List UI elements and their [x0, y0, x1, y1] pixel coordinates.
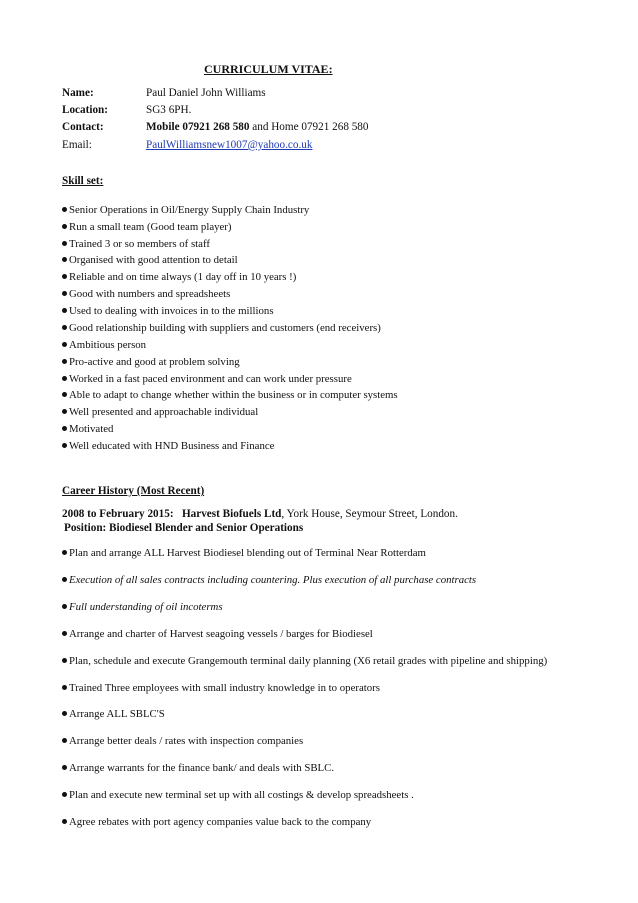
duty-text: Arrange better deals / rates with inspection companies — [69, 735, 304, 747]
bullet-icon — [62, 792, 67, 797]
duty-text: Arrange warrants for the finance bank/ and deals with SBLC. — [69, 762, 335, 774]
bullet-icon — [62, 241, 67, 246]
bullet-icon — [62, 765, 67, 770]
contact-value — [146, 120, 369, 134]
bullet-icon — [62, 392, 67, 397]
duty-text: Plan, schedule and execute Grangemouth terminal daily planning (X6 retail grades with pipeline and shipping) — [69, 655, 548, 667]
bullet-icon — [62, 325, 67, 330]
email-label: Email: — [62, 139, 92, 151]
list-item — [62, 707, 165, 721]
duty-text: Full understanding of oil incoterms — [69, 601, 223, 613]
contact-home: and Home 07921 268 580 — [252, 121, 369, 133]
bullet-icon — [62, 631, 67, 636]
list-item — [62, 321, 381, 335]
skill-text: Used to dealing with invoices in to the millions — [69, 305, 274, 317]
skill-text: Run a small team (Good team player) — [69, 221, 232, 233]
list-item — [62, 287, 230, 301]
list-item — [62, 388, 398, 402]
bullet-icon — [62, 257, 67, 262]
list-item — [62, 546, 426, 560]
bullet-icon — [62, 443, 67, 448]
location-value: SG3 6PH. — [146, 104, 192, 116]
list-item — [62, 815, 371, 829]
skill-text: Pro-active and good at problem solving — [69, 356, 240, 368]
bullet-icon — [62, 819, 67, 824]
bullet-icon — [62, 409, 67, 414]
list-item — [62, 253, 238, 267]
skill-text: Ambitious person — [69, 339, 147, 351]
skill-text: Motivated — [69, 423, 114, 435]
duty-text: Plan and arrange ALL Harvest Biodiesel blending out of Terminal Near Rotterdam — [69, 547, 426, 559]
list-item — [62, 573, 476, 587]
list-item — [62, 338, 146, 352]
career-heading: Career History (Most Recent) — [62, 485, 205, 497]
skill-text: Good relationship building with suppliers and customers (end receivers) — [69, 322, 381, 334]
list-item — [62, 788, 414, 802]
list-item — [62, 439, 274, 453]
skill-text: Well educated with HND Business and Finance — [69, 440, 275, 452]
list-item — [62, 220, 232, 234]
duty-text: Execution of all sales contracts including countering. Plus execution of all purchase contracts — [69, 574, 477, 586]
name-value: Paul Daniel John Williams — [146, 87, 266, 99]
bullet-icon — [62, 658, 67, 663]
bullet-icon — [62, 342, 67, 347]
skills-heading: Skill set: — [62, 175, 104, 187]
list-item — [62, 654, 547, 668]
bullet-icon — [62, 359, 67, 364]
contact-mobile: Mobile 07921 268 580 — [146, 121, 250, 133]
email-link[interactable]: PaulWilliamsnew1007@yahoo.co.uk — [146, 139, 313, 151]
skill-text: Good with numbers and spreadsheets — [69, 288, 231, 300]
contact-label: Contact: — [62, 121, 104, 133]
skill-text: Organised with good attention to detail — [69, 254, 238, 266]
list-item — [62, 372, 352, 386]
bullet-icon — [62, 426, 67, 431]
skill-text: Well presented and approachable individual — [69, 406, 259, 418]
list-item — [62, 734, 303, 748]
bullet-icon — [62, 685, 67, 690]
bullet-icon — [62, 550, 67, 555]
bullet-icon — [62, 711, 67, 716]
duty-text: Trained Three employees with small industry knowledge in to operators — [69, 682, 380, 694]
bullet-icon — [62, 738, 67, 743]
list-item — [62, 405, 258, 419]
skill-text: Reliable and on time always (1 day off in 10 years !) — [69, 271, 297, 283]
list-item — [62, 270, 296, 284]
bullet-icon — [62, 291, 67, 296]
bullet-icon — [62, 224, 67, 229]
job-period: 2008 to February 2015: — [62, 508, 174, 520]
bullet-icon — [62, 274, 67, 279]
skill-text: Trained 3 or so members of staff — [69, 238, 210, 250]
list-item — [62, 355, 240, 369]
skill-text: Worked in a fast paced environment and can work under pressure — [69, 373, 352, 385]
list-item — [62, 600, 223, 614]
list-item — [62, 627, 373, 641]
list-item — [62, 681, 380, 695]
list-item — [62, 203, 309, 217]
skill-text: Senior Operations in Oil/Energy Supply Chain Industry — [69, 204, 310, 216]
job-header — [62, 507, 458, 521]
job-position: Position: Biodiesel Blender and Senior Operations — [64, 522, 304, 534]
bullet-icon — [62, 604, 67, 609]
list-item — [62, 422, 113, 436]
duty-text: Agree rebates with port agency companies value back to the company — [69, 816, 372, 828]
list-item — [62, 237, 210, 251]
document-title: CURRICULUM VITAE: — [204, 62, 333, 76]
bullet-icon — [62, 376, 67, 381]
skill-text: Able to adapt to change whether within the business or in computer systems — [69, 389, 398, 401]
job-company: Harvest Biofuels Ltd — [181, 508, 282, 520]
list-item — [62, 761, 334, 775]
duty-text: Arrange ALL SBLC'S — [69, 708, 165, 720]
location-label: Location: — [62, 104, 108, 116]
bullet-icon — [62, 577, 67, 582]
name-label: Name: — [62, 87, 94, 99]
bullet-icon — [62, 308, 67, 313]
job-address: , York House, Seymour Street, London. — [281, 508, 458, 520]
bullet-icon — [62, 207, 67, 212]
duty-text: Arrange and charter of Harvest seagoing vessels / barges for Biodiesel — [69, 628, 373, 640]
duty-text: Plan and execute new terminal set up with all costings & develop spreadsheets . — [69, 789, 414, 801]
list-item — [62, 304, 274, 318]
